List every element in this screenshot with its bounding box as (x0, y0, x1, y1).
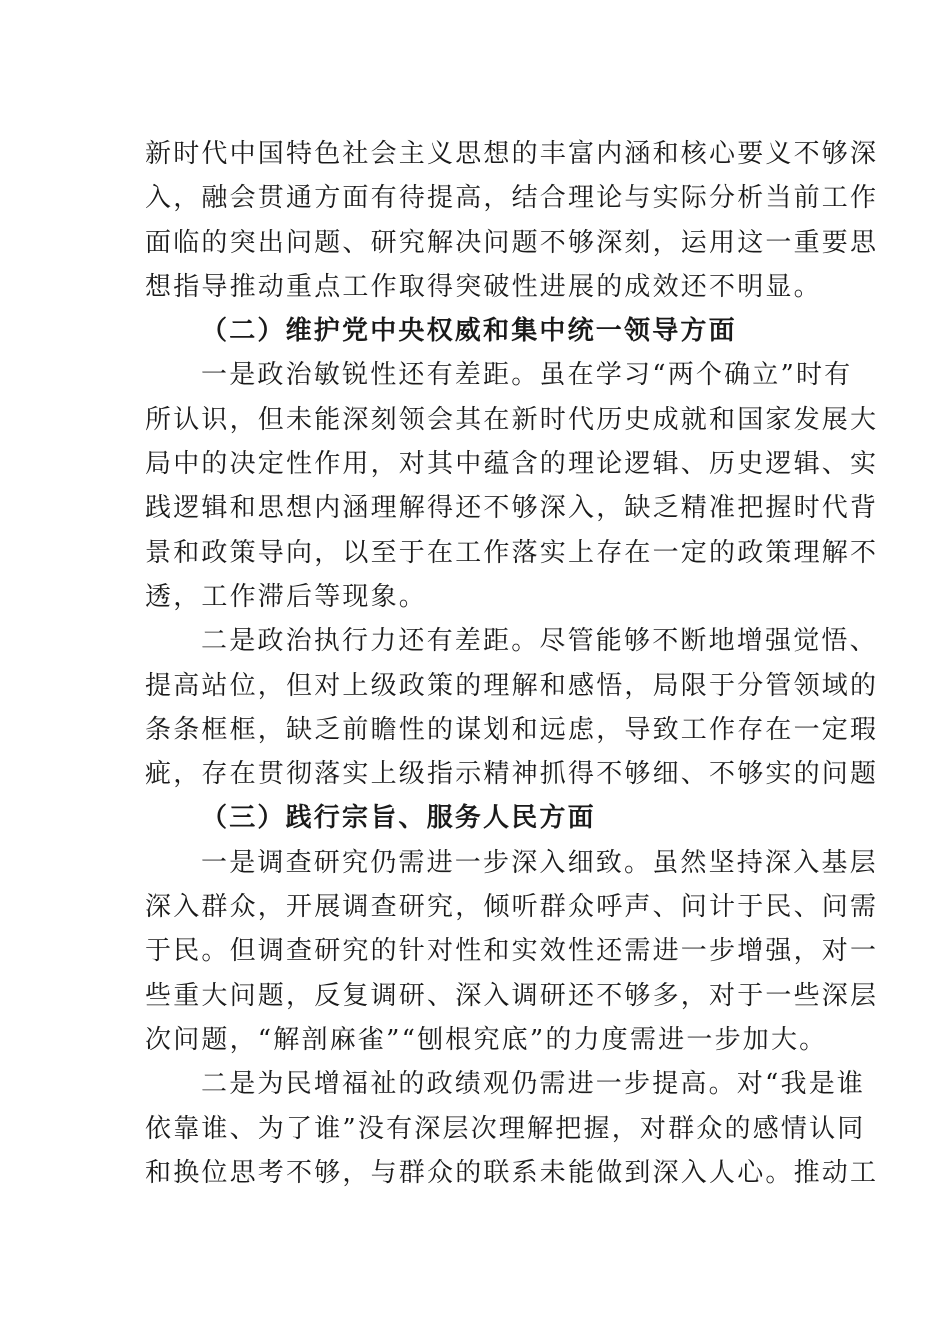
section-heading-3: （三）践行宗旨、服务人民方面 (201, 803, 596, 834)
paragraph-continuation (145, 132, 879, 309)
text-line: 深入群众，开展调查研究，倾听群众呼声、问计于民、问需 (145, 892, 879, 923)
text-line: 景和政策导向，以至于在工作落实上存在一定的政策理解不 (145, 537, 879, 568)
text-line: 和换位思考不够，与群众的联系未能做到深入人心。推动工 (145, 1157, 879, 1188)
text-line: 面临的突出问题、研究解决问题不够深刻，运用这一重要思 (145, 227, 879, 258)
text-line: 局中的决定性作用，对其中蕴含的理论逻辑、历史逻辑、实 (145, 449, 879, 480)
text-line: 践逻辑和思想内涵理解得还不够深入，缺乏精准把握时代背 (145, 493, 879, 524)
text-line: 次问题，“解剖麻雀”“刨根究底”的力度需进一步加大。 (145, 1024, 828, 1055)
text-line: 新时代中国特色社会主义思想的丰富内涵和核心要义不够深 (145, 139, 879, 169)
text-line: 一是调查研究仍需进一步深入细致。虽然坚持深入基层 (201, 847, 878, 878)
paragraph (145, 619, 879, 796)
document-body (145, 132, 879, 1195)
text-line: 入，融会贯通方面有待提高，结合理论与实际分析当前工作 (145, 183, 879, 214)
text-line: 一是政治敏锐性还有差距。虽在学习“两个确立”时有 (201, 360, 853, 391)
paragraph (145, 841, 879, 1062)
text-line: 于民。但调查研究的针对性和实效性还需进一步增强，对一 (145, 936, 879, 967)
text-line: 依靠谁、为了谁”没有深层次理解把握，对群众的感情认同 (145, 1113, 866, 1144)
text-line: 所认识，但未能深刻领会其在新时代历史成就和国家发展大 (145, 404, 879, 435)
section-heading-2: （二）维护党中央权威和集中统一领导方面 (201, 316, 737, 347)
paragraph (145, 353, 879, 619)
text-line: 些重大问题，反复调研、深入调研还不够多，对于一些深层 (145, 980, 879, 1011)
text-line: 想指导推动重点工作取得突破性进展的成效还不明显。 (145, 271, 822, 302)
text-line: 条条框框，缺乏前瞻性的谋划和远虑，导致工作存在一定瑕 (145, 714, 879, 745)
text-line: 提高站位，但对上级政策的理解和感悟，局限于分管领域的 (145, 670, 879, 701)
paragraph (145, 1062, 879, 1195)
text-line: 二是政治执行力还有差距。尽管能够不断地增强觉悟、 (201, 626, 878, 657)
text-line: 二是为民增福祉的政绩观仍需进一步提高。对“我是谁 (201, 1069, 866, 1100)
text-line: 疵，存在贯彻落实上级指示精神抓得不够细、不够实的问题 (145, 759, 879, 790)
text-line: 透，工作滞后等现象。 (145, 581, 428, 612)
